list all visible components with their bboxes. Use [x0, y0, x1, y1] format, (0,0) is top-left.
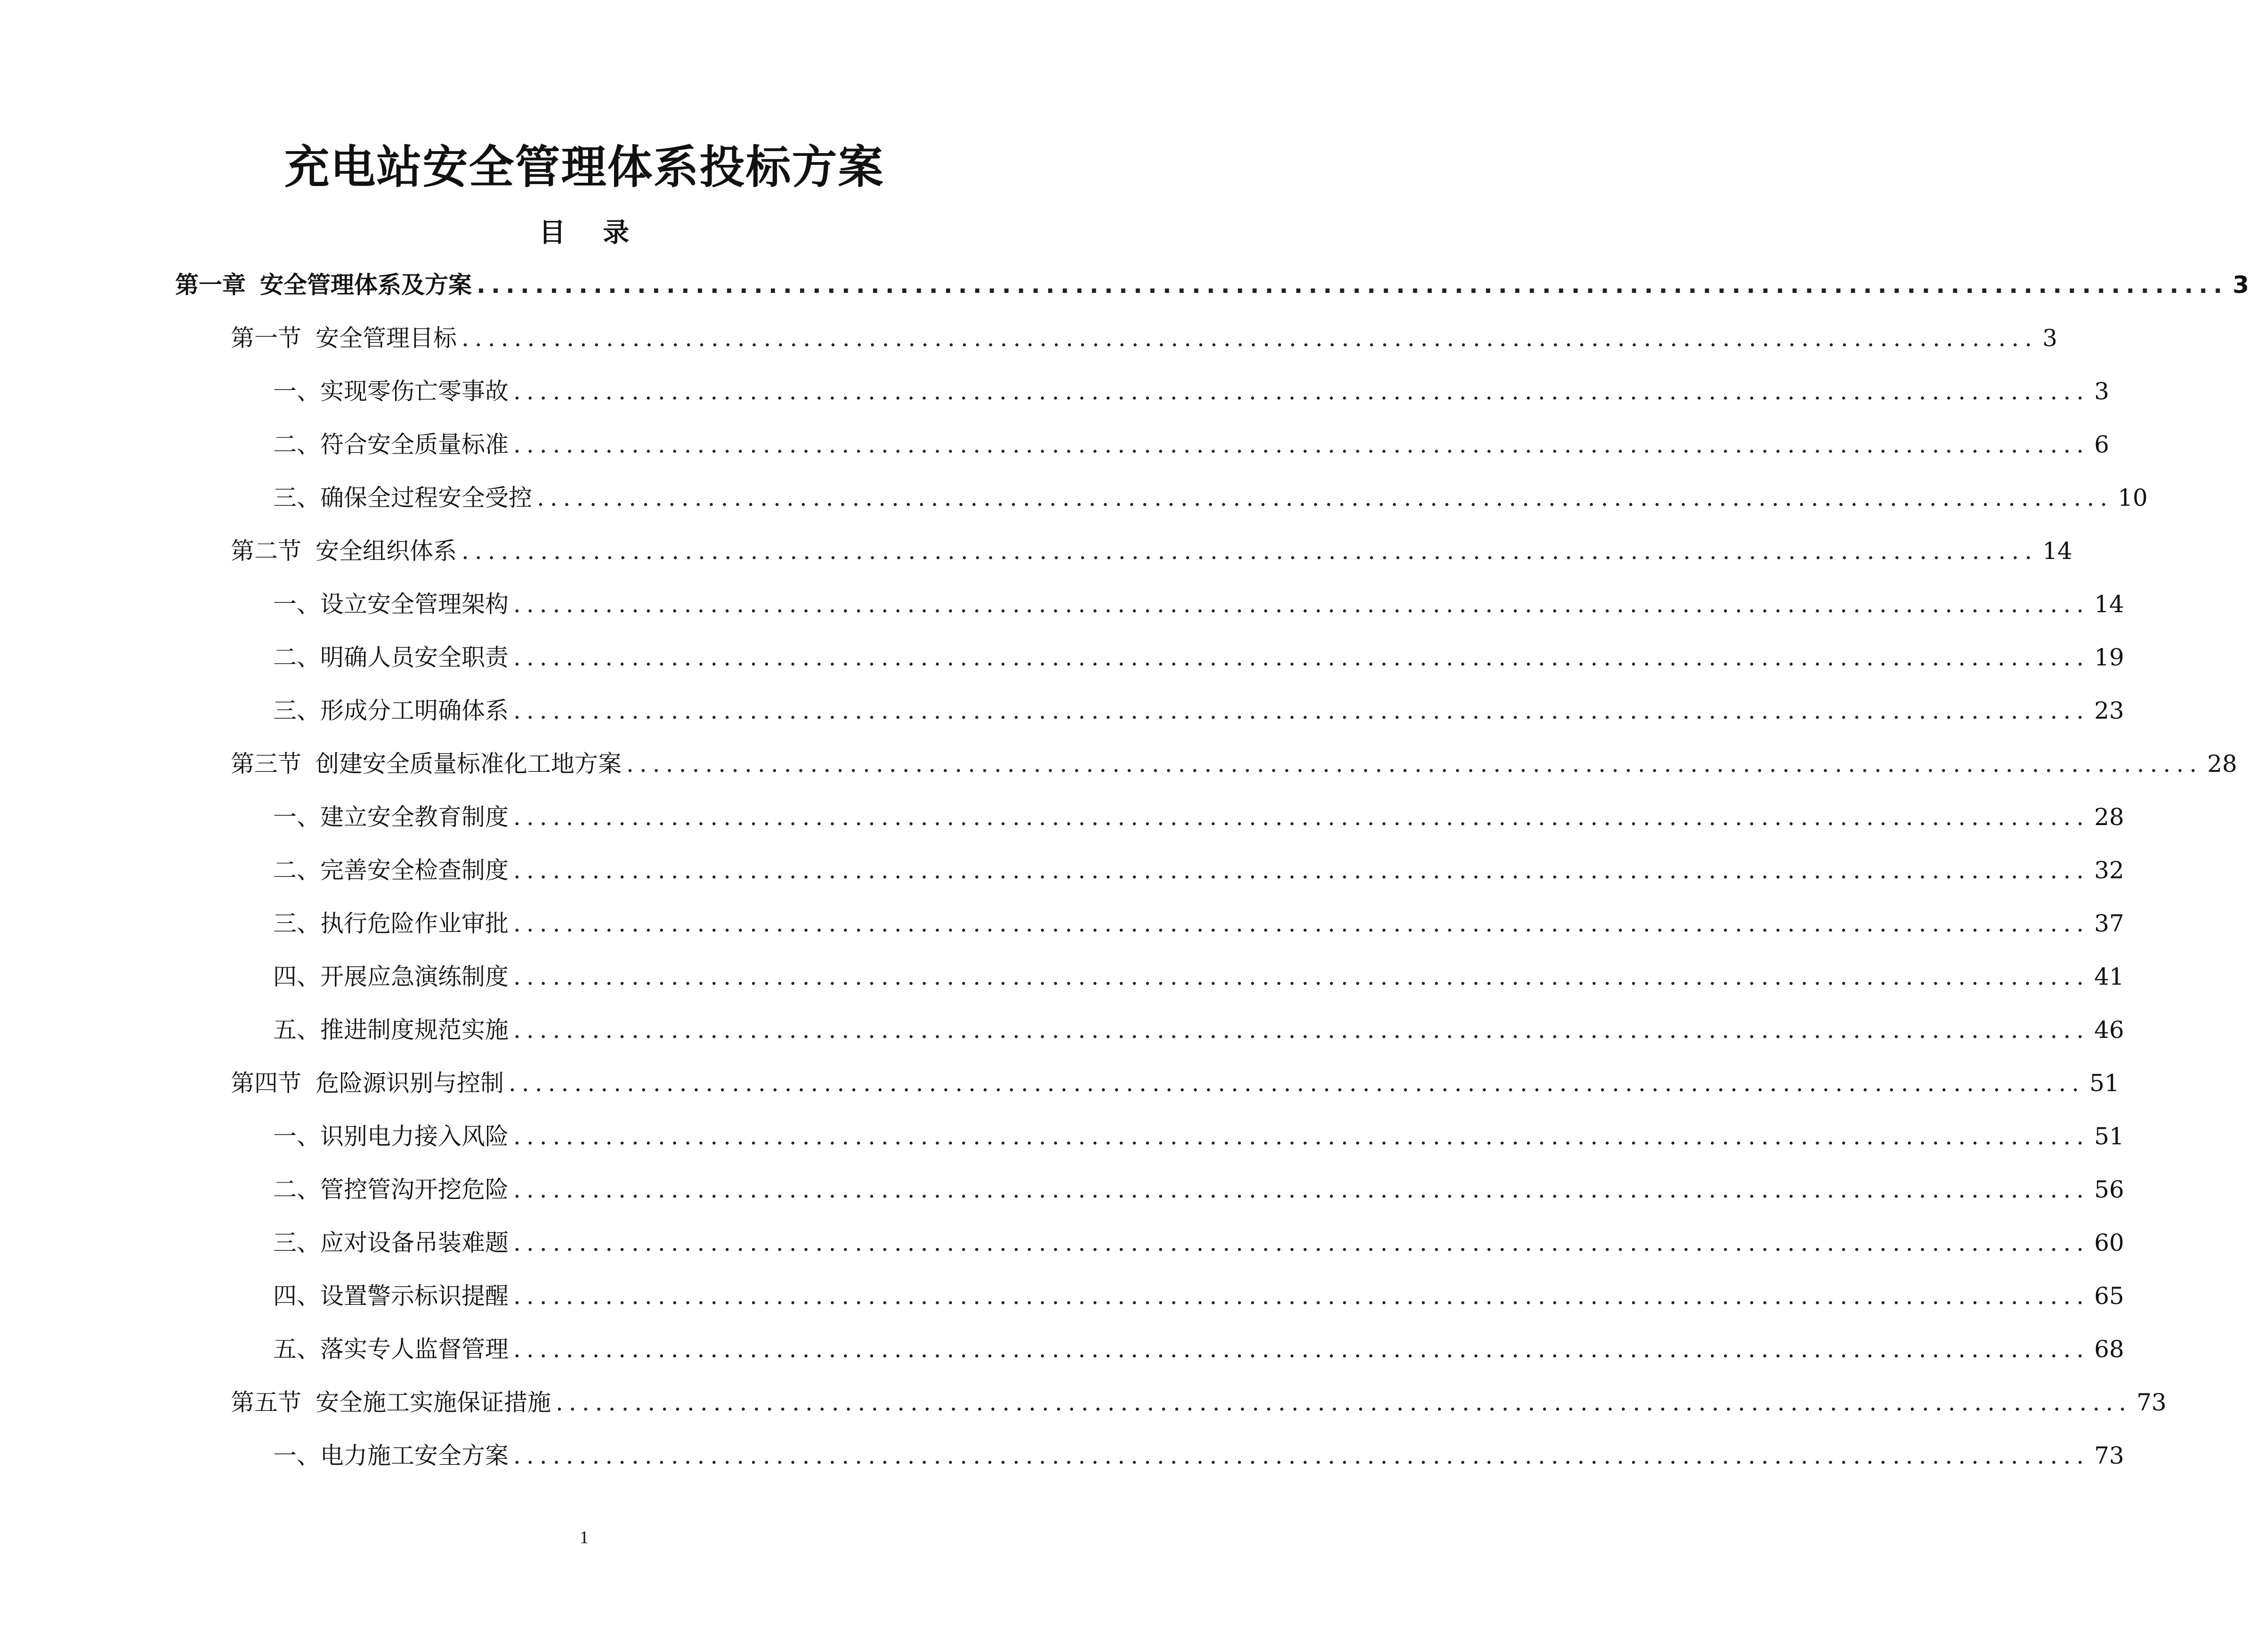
toc-dot-leader: ........................................................................................................................ [509, 1069, 2085, 1097]
toc-entry[interactable] [231, 1062, 2120, 1104]
toc-entry[interactable] [273, 370, 2110, 413]
toc-entry[interactable] [175, 264, 2249, 306]
toc-entry-page: 37 [2094, 910, 2124, 937]
toc-entry-text: 安全施工实施保证措施 [316, 1389, 551, 1416]
toc-dot-leader: ........................................................................................................................ [477, 271, 2228, 299]
toc-entry-label [273, 1222, 509, 1264]
toc-entry-page: 68 [2094, 1336, 2124, 1363]
toc-entry-text: 二、管控管沟开挖危险 [273, 1176, 509, 1203]
toc-entry-page: 73 [2094, 1442, 2124, 1469]
toc-entry-label [273, 1009, 509, 1051]
toc-entry-page: 6 [2094, 431, 2110, 458]
toc-entry-text: 危险源识别与控制 [316, 1069, 504, 1097]
toc-entry-text: 创建安全质量标准化工地方案 [316, 750, 622, 777]
toc-entry-label [175, 264, 472, 306]
toc-entry[interactable] [273, 1434, 2124, 1477]
toc-entry-label [273, 1168, 509, 1211]
toc-entry-text: 四、开展应急演练制度 [273, 963, 509, 990]
toc-entry-text: 安全组织体系 [316, 537, 457, 565]
toc-entry[interactable] [273, 1168, 2124, 1211]
toc-entry-text: 二、明确人员安全职责 [273, 644, 509, 671]
toc-dot-leader: ........................................................................................................................ [461, 537, 2038, 565]
toc-entry-text: 四、设置警示标识提醒 [273, 1282, 509, 1310]
toc-dot-leader: ........................................................................................................................ [513, 1229, 2090, 1256]
toc-dot-leader: ........................................................................................................................ [513, 857, 2090, 884]
toc-entry-text: 一、电力施工安全方案 [273, 1442, 509, 1469]
toc-dot-leader: ........................................................................................................................ [513, 1282, 2090, 1310]
toc-entry-label [273, 423, 509, 466]
toc-entry[interactable] [273, 1009, 2124, 1051]
toc-entry-label [231, 1062, 504, 1104]
toc-heading: 目 录 [539, 218, 644, 248]
toc-entry[interactable] [273, 689, 2124, 732]
toc-entry[interactable] [273, 583, 2124, 625]
toc-entry-page: 23 [2094, 697, 2124, 724]
toc-dot-leader: ........................................................................................................................ [513, 591, 2090, 618]
toc-entry-text: 安全管理目标 [316, 324, 457, 352]
toc-entry-page: 14 [2094, 591, 2124, 618]
toc-entry-label [273, 370, 509, 413]
toc-entry[interactable] [273, 1275, 2124, 1317]
toc-entry-text: 一、识别电力接入风险 [273, 1123, 509, 1150]
toc-dot-leader: ........................................................................................................................ [513, 910, 2090, 937]
toc-entry-page: 28 [2094, 803, 2124, 831]
toc-entry-page: 60 [2094, 1229, 2124, 1256]
toc-entry-text: 三、确保全过程安全受控 [273, 484, 532, 511]
toc-entry-page: 10 [2118, 484, 2148, 511]
toc-entry[interactable] [273, 636, 2124, 679]
toc-entry[interactable] [273, 849, 2124, 891]
toc-entry[interactable] [273, 1328, 2124, 1370]
toc-entry-page: 32 [2094, 857, 2124, 884]
toc-dot-leader: ........................................................................................................................ [537, 484, 2113, 511]
toc-entry[interactable] [231, 317, 2058, 359]
toc-entry-label [273, 849, 509, 891]
toc-entry-prefix: 第一节 [231, 324, 301, 352]
toc-entry-label [231, 530, 457, 572]
toc-entry-prefix: 第五节 [231, 1389, 301, 1416]
toc-entry[interactable] [273, 902, 2124, 945]
toc-entry-label [273, 1328, 509, 1370]
toc-entry-prefix: 第一章 [175, 271, 246, 299]
toc-entry-page: 14 [2042, 537, 2072, 565]
toc-entry-text: 安全管理体系及方案 [260, 271, 472, 299]
toc-dot-leader: ........................................................................................................................ [513, 431, 2090, 458]
toc-entry-label [273, 1275, 509, 1317]
toc-dot-leader: ........................................................................................................................ [513, 1123, 2090, 1150]
toc-entry-label [273, 477, 532, 519]
toc-entry-page: 19 [2094, 644, 2124, 671]
toc-entry-page: 51 [2089, 1069, 2120, 1097]
toc-entry-text: 三、执行危险作业审批 [273, 910, 509, 937]
toc-entry-page: 65 [2094, 1282, 2124, 1310]
toc-dot-leader: ........................................................................................................................ [513, 1176, 2090, 1203]
toc-entry-label [231, 317, 457, 359]
toc-entry[interactable] [273, 423, 2110, 466]
toc-entry-label [273, 902, 509, 945]
toc-entry-label [273, 689, 509, 732]
toc-entry-text: 三、形成分工明确体系 [273, 697, 509, 724]
toc-entry-text: 三、应对设备吊装难题 [273, 1229, 509, 1256]
document-title: 充电站安全管理体系投标方案 [284, 140, 884, 194]
toc-entry[interactable] [273, 1115, 2124, 1158]
toc-entry-text: 一、实现零伤亡零事故 [273, 378, 509, 405]
toc-entry[interactable] [273, 956, 2124, 998]
toc-entry[interactable] [273, 477, 2148, 519]
toc-dot-leader: ........................................................................................................................ [513, 963, 2090, 990]
toc-entry-page: 3 [2094, 378, 2110, 405]
toc-entry[interactable] [273, 1222, 2124, 1264]
toc-entry-label [231, 743, 622, 785]
toc-dot-leader: ........................................................................................................................ [513, 1442, 2090, 1469]
toc-dot-leader: ........................................................................................................................ [513, 697, 2090, 724]
toc-entry-text: 五、落实专人监督管理 [273, 1336, 509, 1363]
toc-entry-label [273, 1434, 509, 1477]
toc-entry-page: 73 [2136, 1389, 2167, 1416]
toc-entry-prefix: 第三节 [231, 750, 301, 777]
toc-entry-label [273, 1115, 509, 1158]
page-number: 1 [580, 1528, 589, 1547]
toc-entry-text: 一、设立安全管理架构 [273, 591, 509, 618]
toc-dot-leader: ........................................................................................................................ [513, 803, 2090, 831]
toc-entry-label [273, 796, 509, 838]
toc-dot-leader: ........................................................................................................................ [513, 1016, 2090, 1044]
toc-entry-page: 46 [2094, 1016, 2124, 1044]
toc-entry-prefix: 第四节 [231, 1069, 301, 1097]
toc-dot-leader: ........................................................................................................................ [513, 644, 2090, 671]
toc-entry-label [273, 583, 509, 625]
toc-entry-label [273, 956, 509, 998]
toc-entry-text: 二、完善安全检查制度 [273, 857, 509, 884]
toc-entry-label [273, 636, 509, 679]
toc-entry-text: 一、建立安全教育制度 [273, 803, 509, 831]
toc-dot-leader: ........................................................................................................................ [513, 378, 2090, 405]
toc-entry-page: 56 [2094, 1176, 2124, 1203]
toc-entry-label [231, 1381, 551, 1424]
toc-dot-leader: ........................................................................................................................ [556, 1389, 2132, 1416]
toc-entry[interactable] [273, 796, 2124, 838]
toc-entry-page: 51 [2094, 1123, 2124, 1150]
toc-dot-leader: ........................................................................................................................ [626, 750, 2203, 777]
toc-entry[interactable] [231, 530, 2072, 572]
toc-entry-page: 3 [2042, 324, 2058, 352]
toc-dot-leader: ........................................................................................................................ [461, 324, 2038, 352]
toc-dot-leader: ........................................................................................................................ [513, 1336, 2090, 1363]
toc-entry[interactable] [231, 743, 2237, 785]
toc-entry-page: 41 [2094, 963, 2124, 990]
toc-entry[interactable] [231, 1381, 2167, 1424]
toc-entry-text: 二、符合安全质量标准 [273, 431, 509, 458]
toc-entry-page: 28 [2207, 750, 2237, 777]
toc-entry-text: 五、推进制度规范实施 [273, 1016, 509, 1044]
toc-entry-page: 3 [2233, 271, 2249, 299]
toc-entry-prefix: 第二节 [231, 537, 301, 565]
